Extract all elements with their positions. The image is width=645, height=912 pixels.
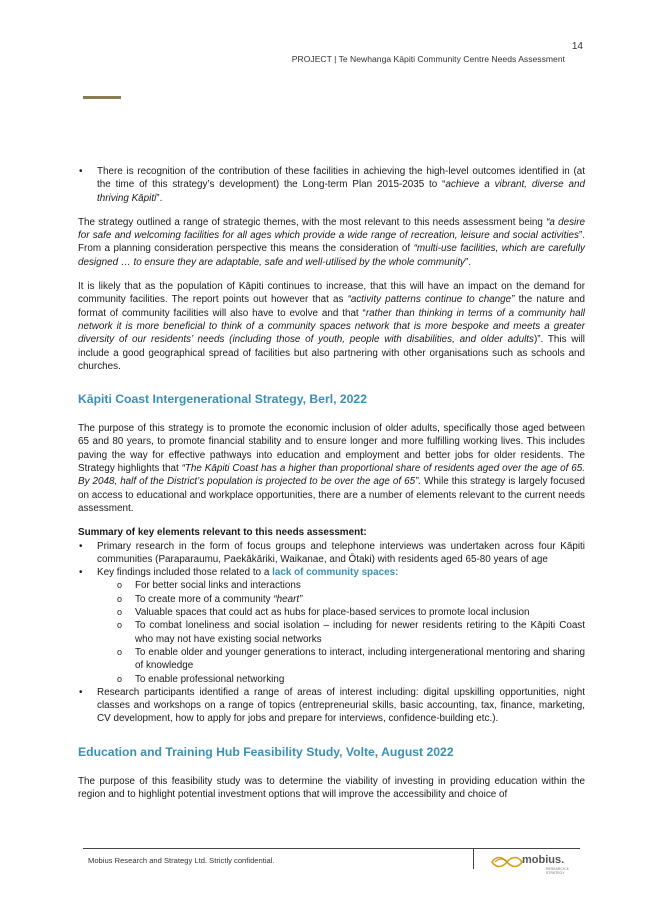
paragraph-population <box>78 280 585 373</box>
bullet2-text: Key findings included those related to a <box>97 567 273 579</box>
sub2-quote: “heart” <box>273 593 303 605</box>
sub-list-item: o To enable older and younger generations to interact, including intergenerational mentoring and sharing of knowledge <box>78 646 585 673</box>
running-header: PROJECT | Te Newhanga Kāpiti Community Centre Needs Assessment <box>291 54 565 64</box>
section-heading-education: Education and Training Hub Feasibility Study, Volte, August 2022 <box>78 744 454 759</box>
intergenerational-text-b: While this strategy is largely focused on access to educational and workplace opportunities, there are a number of elements relevant to the current needs assessment. <box>78 476 585 514</box>
footer-divider <box>473 849 474 869</box>
logo-tagline: RESEARCH & STRATEGY <box>546 867 569 875</box>
footer-rule <box>83 848 580 849</box>
population-text-c: )”. This will include a good geographical spread of facilities but also partnering with other organisations such as schools and churches. <box>78 334 585 372</box>
mobius-swirl-icon <box>490 854 524 870</box>
list-item: • Primary research in the form of focus groups and telephone interviews was undertaken across four Kāpiti communities (Paraparaumu, Paekākāriki, Waikanae, and Ōtaki) with residents aged 65-80 years of age <box>78 540 585 567</box>
themes-quote-1: “a desire for safe and welcoming facilities for all ages which provide a wide range of recreation, leisure and social activities <box>78 216 586 242</box>
intro-bullet-end: ”. <box>156 192 163 204</box>
population-quote-2: rather than thinking in terms of a community hall network it is more beneficial to think of a community spaces network that is more bespoke and meets a greater diversity of our residents’ needs (including those of youth, people with disabilities, and older adults <box>78 307 585 346</box>
themes-text-c: ”. <box>465 256 472 268</box>
list-item <box>78 566 585 579</box>
themes-quote-2: “multi-use facilities, which are carefully designed … to ensure they are adaptable, safe and well-utilised by the whole community <box>78 243 585 268</box>
paragraph-intergenerational <box>78 422 585 515</box>
population-quote-1: “activity patterns continue to change” <box>347 294 515 306</box>
intergenerational-text-a: The purpose of this strategy is to promote the economic inclusion of older adults, specifically those aged between 65 and 80 years, to promote financial stability and to ensure longer and more fulfilling working lives. This includes paving the way for effective pathways into education and employment and better jobs for older residents. The Strategy highlights that <box>78 423 585 475</box>
section-heading-intergenerational: Kāpiti Coast Intergenerational Strategy, Berl, 2022 <box>78 392 367 407</box>
summary-heading: Summary of key elements relevant to this needs assessment: <box>78 527 367 539</box>
population-text-b: the nature and format of community facilities will also have to evolve and that “ <box>78 294 585 319</box>
sub-list-item <box>78 593 585 606</box>
intro-bullet-quote: achieve a vibrant, diverse and thriving Kāpiti <box>97 179 585 204</box>
list-item: • Research participants identified a range of areas of interest including: digital upskilling opportunities, night classes and workshops on a range of topics (entrepreneurial skills, basic accounting, tax, finance, marketing, CV development, how to apply for jobs and prepare for interviews, confidence-building etc.). <box>78 686 585 726</box>
footer-text: Mobius Research and Strategy Ltd. Strictly confidential. <box>88 856 275 865</box>
page-number: 14 <box>571 41 583 52</box>
bullet2-highlight: lack of community spaces: <box>272 567 399 579</box>
themes-text-b: ”. From a planning consideration perspective this means the consideration of <box>78 230 585 255</box>
population-text-a: It is likely that as the population of Kāpiti continues to increase, that this will have an impact on the demand for community facilities. The report points out however that as <box>78 281 585 306</box>
page-content <box>78 165 585 812</box>
sub2-text: To create more of a community <box>135 593 274 605</box>
sub-list-item: o To enable professional networking <box>78 673 585 686</box>
logo-text: mobius. <box>522 854 565 866</box>
paragraph-themes <box>78 216 585 269</box>
intergenerational-quote: “The Kāpiti Coast has a higher than proportional share of residents aged over the age of 65. By 2048, half of the District’s population is projected to be over the age of 65”. <box>78 463 586 488</box>
sub-list-item: o Valuable spaces that could act as hubs for place-based services to promote local inclusion <box>78 606 585 619</box>
accent-bar <box>83 96 121 99</box>
intro-bullet-text: There is recognition of the contribution of these facilities in achieving the high-level outcomes identified in (at the time of this strategy’s development) the Long-term Plan 2015-2035 to “ <box>97 166 585 191</box>
mobius-logo <box>490 850 580 874</box>
themes-text-a: The strategy outlined a range of strategic themes, with the most relevant to this needs assessment being <box>78 216 547 228</box>
sub-list-item: o For better social links and interactions <box>78 579 585 592</box>
intro-bullet <box>78 165 585 205</box>
sub-list-item: o To combat loneliness and social isolation – including for newer residents retiring to the Kāpiti Coast who may not have existing social networks <box>78 619 585 646</box>
paragraph-education: The purpose of this feasibility study was to determine the viability of investing in providing education within the region and to highlight potential investment options that will improve the accessibility and choice of <box>78 775 585 800</box>
